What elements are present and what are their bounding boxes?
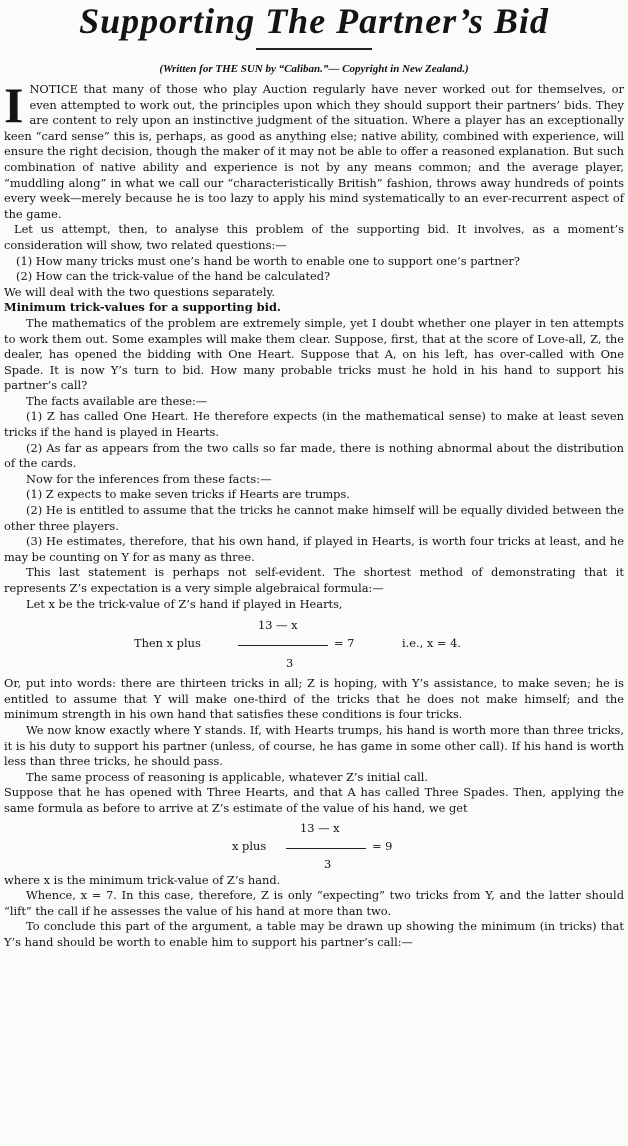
paragraph-inferences: Now for the inferences from these facts:—: [26, 471, 272, 486]
title-rule: [256, 48, 372, 50]
paragraph-separately: We will deal with the two questions separately.: [4, 284, 276, 299]
inference-3: (3) He estimates, therefore, that his own hand, if played in Hearts, is worth four tricks at least, and he may be counting on Y for as many as three.: [4, 534, 624, 564]
paragraph-suppose: Suppose that he has opened with Three Hearts, and that A has called Three Spades. Then, applying the same formula as before to arrive at Z’s estimate of the value of his hand, we get: [4, 785, 624, 815]
article-title: Supporting The Partner’s Bid: [79, 1, 549, 41]
paragraph-mathematics: The mathematics of the problem are extremely simple, yet I doubt whether one player in ten attempts to work them out. Some examples will make them clear. Suppose, first, that at the score of Love-all, Z, the dealer, has opened the bidding with One Heart. Suppose that A, on his left, has over-called with One Spade. It is now Y’s turn to bid. How many probable tricks must he hold in his hand to support his partner’s call?: [4, 315, 624, 393]
paragraph-same: The same process of reasoning is applicable, whatever Z’s initial call.: [26, 769, 428, 784]
formula-one-result: i.e., x = 4.: [402, 636, 461, 651]
question-1: (1) How many tricks must one’s hand be worth to enable one to support one’s partner?: [16, 253, 520, 268]
question-2: (2) How can the trick-value of the hand be calculated?: [16, 269, 331, 284]
formula-two-numerator: 13 — x: [300, 820, 340, 835]
paragraph-statement: This last statement is perhaps not self-evident. The shortest method of demonstrating that it represents Z’s expectation is a very simple algebraical formula:—: [4, 565, 624, 595]
paragraph-words: Or, put into words: there are thirteen tricks in all; Z is hoping, with Y’s assistance, to make seven; he is entitled to assume that Y will make one-third of the tricks that he does not make himself; and the minimum strength in his own hand that satisfies these conditions is four tricks.: [4, 676, 624, 722]
paragraph-analyse: Let us attempt, then, to analyse this problem of the supporting bid. It involves, as a moment’s consideration will show, two related questions:—: [4, 222, 624, 252]
drop-cap: I: [4, 77, 24, 133]
formula-two-equals: = 9: [372, 838, 393, 853]
formula-two-lead: x plus: [232, 838, 267, 853]
paragraph-let-x: Let x be the trick-value of Z’s hand if played in Hearts,: [26, 596, 343, 611]
fact-2: (2) As far as appears from the two calls so far made, there is nothing abnormal about the distribution of the cards.: [4, 440, 624, 471]
byline: (Written for THE SUN by “Caliban.”— Copyright in New Zealand.): [159, 63, 469, 75]
formula-two-denominator: 3: [324, 856, 332, 871]
intro-paragraph: [4, 77, 624, 222]
formula-one: [4, 612, 624, 676]
inference-2: (2) He is entitled to assume that the tricks he cannot make himself will be equally divided between the other three players.: [4, 503, 624, 533]
section-subhead: Minimum trick-values for a supporting bid.: [4, 300, 281, 315]
paragraph-whence: Whence, x = 7. In this case, therefore, Z is only “expecting” two tricks from Y, and the latter should “lift” the call if he assesses the value of his hand at more than two.: [4, 888, 624, 918]
formula-one-fraction-bar: [238, 645, 328, 646]
formula-two: [4, 817, 624, 873]
formula-one-denominator: 3: [286, 656, 294, 671]
article-body: [4, 77, 624, 951]
paragraph-conclude: To conclude this part of the argument, a table may be drawn up showing the minimum (in tricks) that Y’s hand should be worth to enable him to support his partner’s call:—: [4, 919, 624, 949]
intro-text: NOTICE that many of those who play Auction regularly have never worked out for themselves, or even attempted to work out, the principles upon which they should support their partners’ bids. They are content to rely upon an instinctive judgment of the situation. Where a player has an exceptionally keen “card sense” this is, perhaps, as good as anything else; native ability, combined with experience, will ensure the right decision, though the maker of it may not be able to offer a reasoned explanation. But such combination of native ability and experience is not by any means common; and the average player, “muddling along” in what we call our “characteristically British” fashion, throws away hundreds of points every week—merely because he is too lazy to apply his mind systematically to an ever-recurrent aspect of the game.: [4, 82, 624, 221]
formula-one-lead: Then x plus: [134, 636, 201, 651]
paragraph-facts: The facts available are these:—: [26, 393, 208, 408]
formula-one-equals: = 7: [334, 636, 355, 651]
formula-two-fraction-bar: [286, 848, 366, 849]
paragraph-where: where x is the minimum trick-value of Z’s hand.: [4, 872, 281, 887]
inference-1: (1) Z expects to make seven tricks if Hearts are trumps.: [26, 487, 350, 502]
formula-one-numerator: 13 — x: [258, 618, 298, 633]
fact-1: (1) Z has called One Heart. He therefore expects (in the mathematical sense) to make at least seven tricks if the hand is played in Hearts.: [4, 409, 624, 440]
paragraph-stands: We now know exactly where Y stands. If, with Hearts trumps, his hand is worth more than three tricks, it is his duty to support his partner (unless, of course, he has game in some other call). If his hand is worth less than three tricks, he should pass.: [4, 722, 624, 769]
